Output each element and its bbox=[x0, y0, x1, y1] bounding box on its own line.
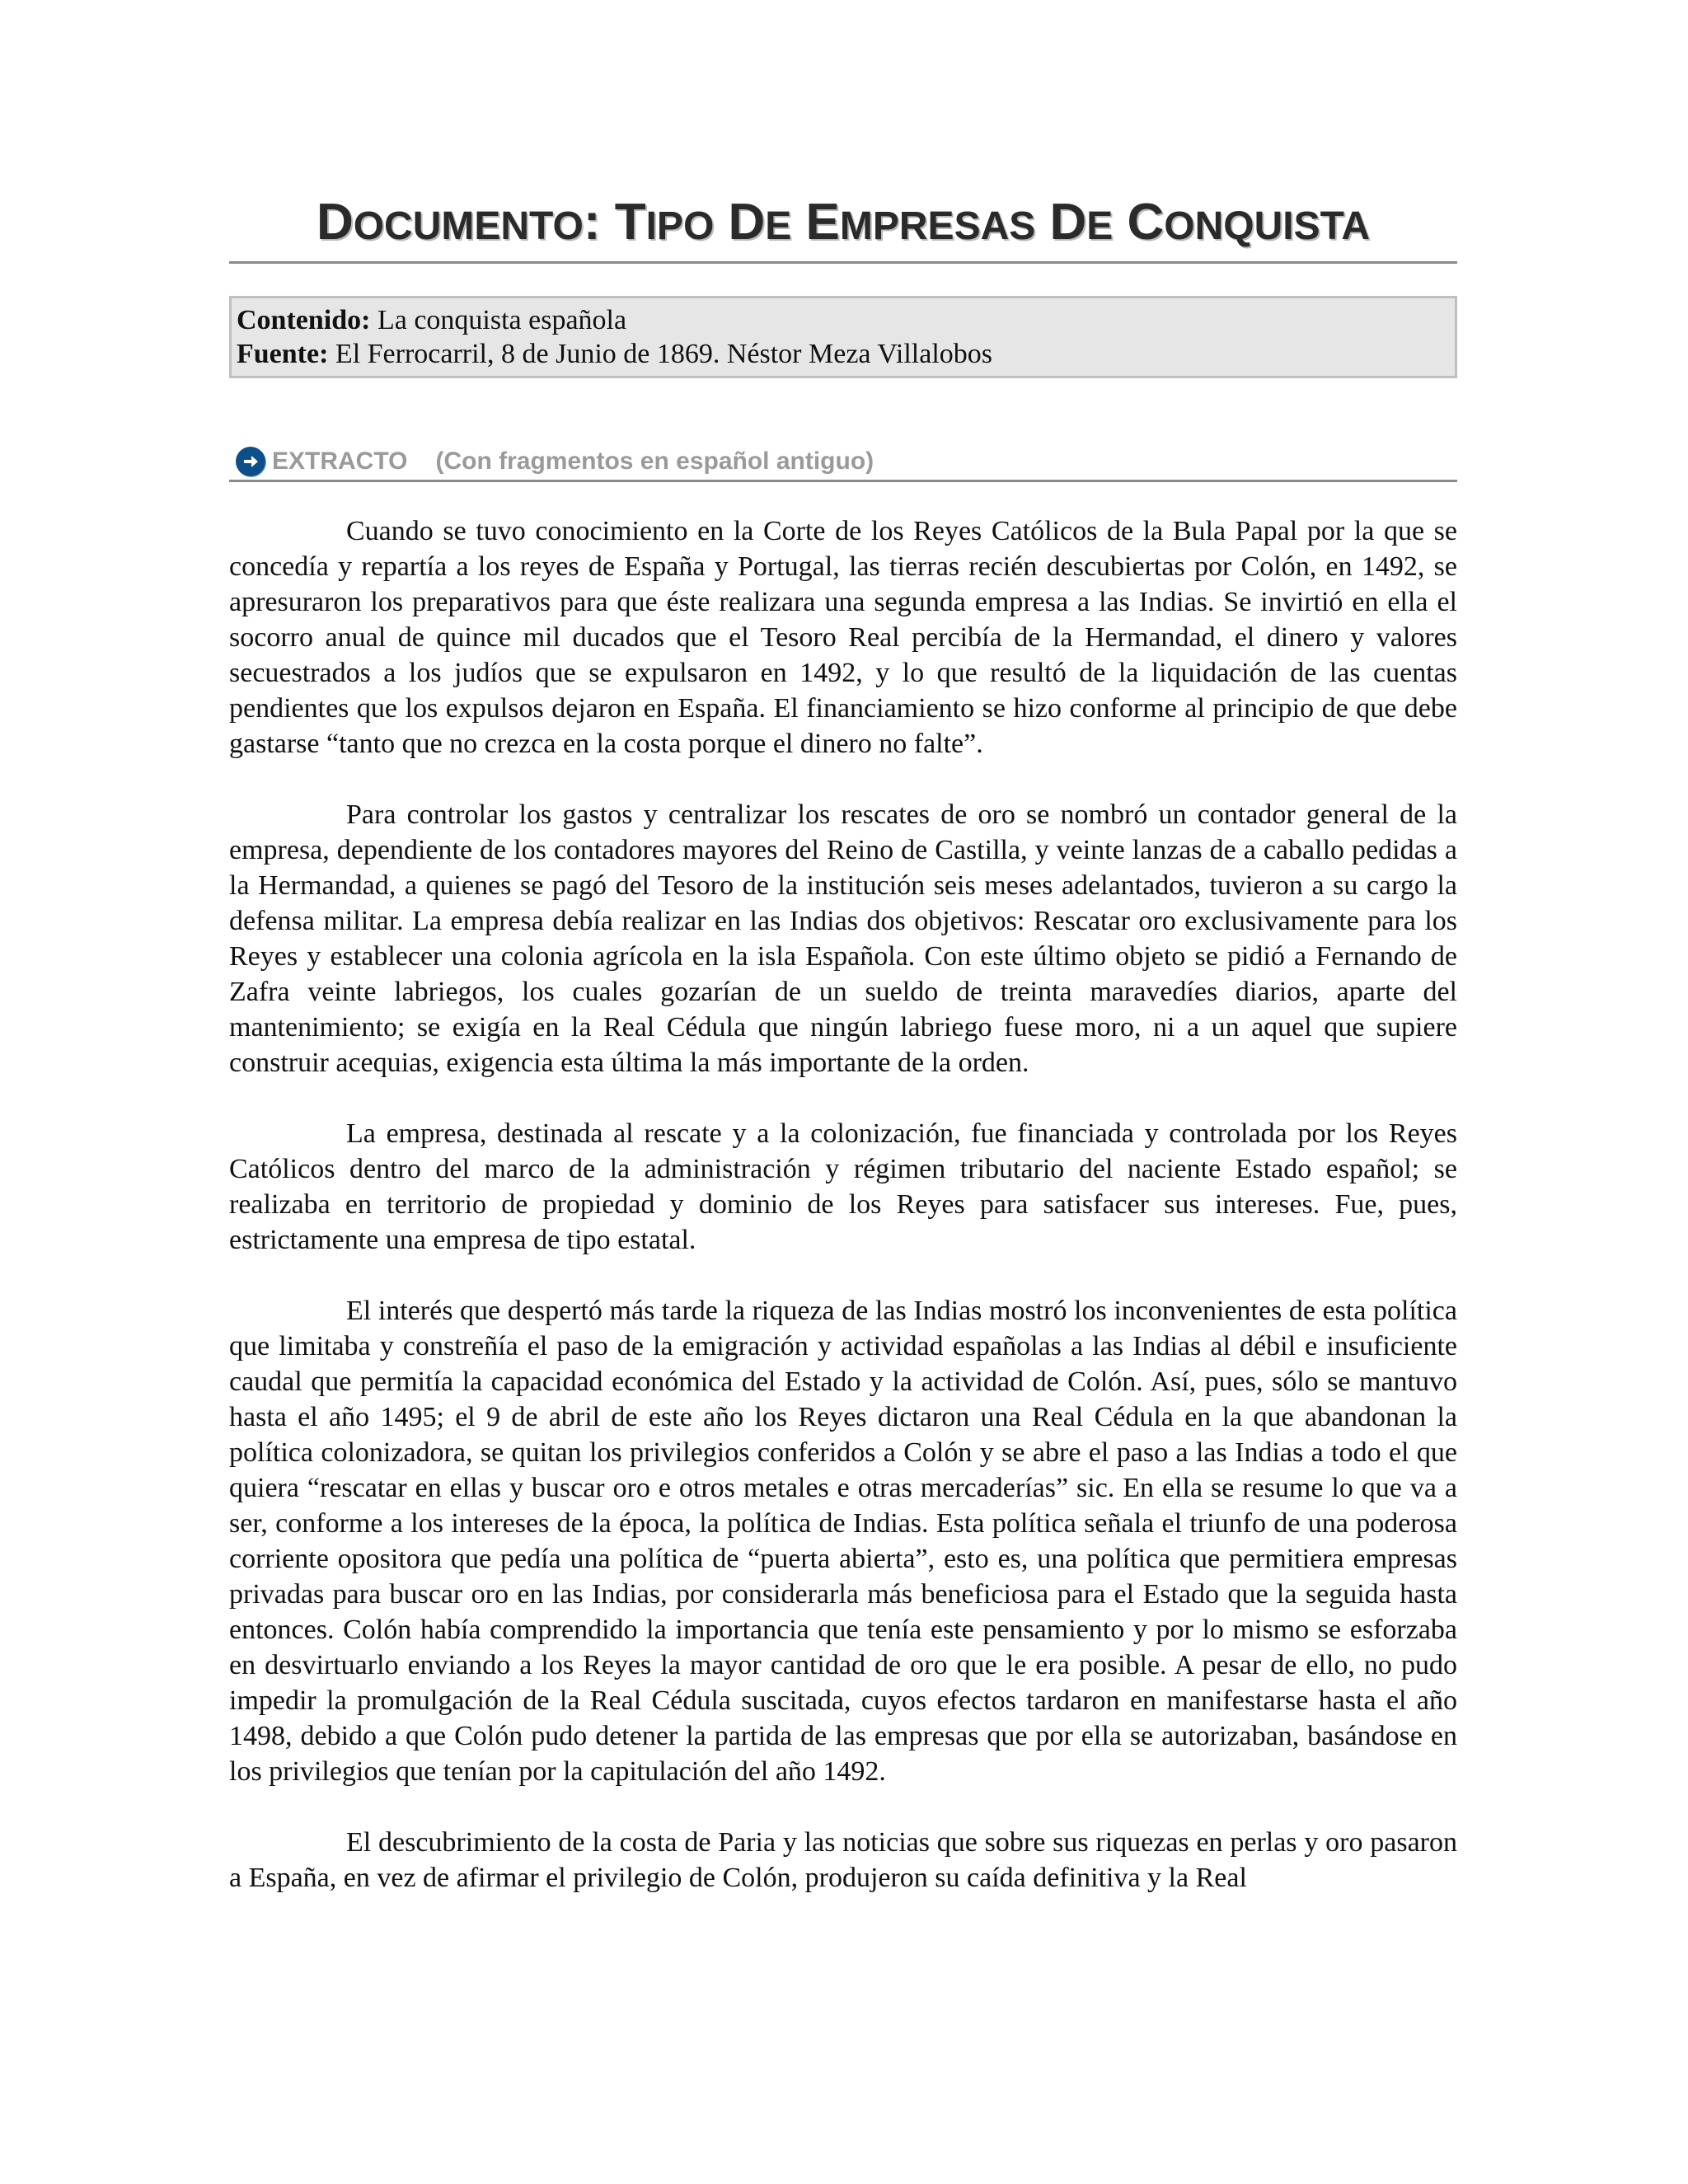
title-part-cap: E bbox=[791, 194, 840, 251]
extract-sublabel: (Con fragmentos en español antiguo) bbox=[435, 448, 874, 475]
arrow-right-circle-icon bbox=[236, 447, 265, 476]
fuente-row bbox=[237, 337, 1448, 371]
contenido-row bbox=[237, 303, 1448, 337]
document-title bbox=[229, 190, 1457, 260]
body-paragraph: Para controlar los gastos y centralizar los rescates de oro se nombró un contador general de la empresa, dependiente de los contadores mayores del Reino de Castilla, y veinte lanzas de a caballo pedidas a la Hermandad, a quienes se pagó del Tesoro de la institución seis meses adelantados, tuvieron a su cargo la defensa militar. La empresa debía realizar en las Indias dos objetivos: Rescatar oro exclusivamente para los Reyes y establecer una colonia agrícola en la isla Española. Con este último objeto se pidió a Fernando de Zafra veinte labriegos, los cuales gozarían de un sueldo de treinta maravedíes diarios, aparte del mantenimiento; se exigía en la Real Cédula que ningún labriego fuese moro, ni a un aquel que supiere construir acequias, exigencia esta última la más importante de la orden. bbox=[229, 799, 1457, 1078]
title-part-cap: : T bbox=[583, 194, 646, 251]
body-paragraph: La empresa, destinada al rescate y a la colonización, fue financiada y controlada por los Reyes Católicos dentro del marco de la administración y régimen tributario del naciente Estado español; se realizaba en territorio de propiedad y dominio de los Reyes para satisfacer sus intereses. Fue, pues, estrictamente una empresa de tipo estatal. bbox=[229, 1118, 1457, 1255]
metadata-box bbox=[229, 296, 1457, 378]
title-part-rest: ONQUISTA bbox=[1164, 204, 1371, 248]
body-paragraph: El interés que despertó más tarde la riqueza de las Indias mostró los inconvenientes de esta política que limitaba y constreñía el paso de la emigración y actividad españolas a las Indias al débil e insuficiente caudal que permitía la capacidad económica del Estado y la actividad de Colón. Así, pues, sólo se mantuvo hasta el año 1495; el 9 de abril de este año los Reyes dictaron una Real Cédula en la que abandonan la política colonizadora, se quitan los privilegios conferidos a Colón y se abre el paso a las Indias a todo el que quiera “rescatar en ellas y buscar oro e otros metales e otras mercaderías” sic. En ella se resume lo que va a ser, conforme a los intereses de la época, la política de Indias. Esta política señala el triunfo de una poderosa corriente opositora que pedía una política de “puerta abierta”, esto es, una política que permitiera empresas privadas para buscar oro en las Indias, por considerarla más beneficiosa para el Estado que la seguida hasta entonces. Colón había comprendido la importancia que tenía este pensamiento y por lo mismo se esforzaba en desvirtuarlo enviando a los Reyes la mayor cantidad de oro que le era posible. A pesar de ello, no pudo impedir la promulgación de la Real Cédula suscitada, cuyos efectos tardaron en manifestarse hasta el año 1498, debido a que Colón pudo detener la partida de las empresas que por ella se autorizaban, basándose en los privilegios que tenían por la capitulación del año 1492. bbox=[229, 1296, 1457, 1787]
title-part-cap: C bbox=[1113, 194, 1165, 251]
contenido-label: Contenido: bbox=[237, 305, 371, 335]
extract-divider bbox=[229, 480, 1457, 482]
document-page bbox=[229, 190, 1457, 1931]
body-paragraph: Cuando se tuvo conocimiento en la Corte de los Reyes Católicos de la Bula Papal por la que se concedía y repartía a los reyes de España y Portugal, las tierras recién descubiertas por Colón, en 1492, se apresuraron los preparativos para que éste realizara una segunda empresa a las Indias. Se invirtió en ella el socorro anual de quince mil ducados que el Tesoro Real percibía de la Hermandad, el dinero y valores secuestrados a los judíos que se expulsaron en 1492, y lo que resultó de la liquidación de las cuentas pendientes que los expulsos dejaron en España. El financiamiento se hizo conforme al principio de que debe gastarse “tanto que no crezca en la costa porque el dinero no falte”. bbox=[229, 516, 1457, 759]
title-divider bbox=[229, 261, 1457, 264]
title-part-cap: D bbox=[316, 194, 354, 251]
fuente-value: El Ferrocarril, 8 de Junio de 1869. Néstor Meza Villalobos bbox=[335, 339, 993, 369]
title-part-rest: IPO bbox=[645, 204, 715, 248]
contenido-value: La conquista española bbox=[377, 305, 627, 335]
title-part-rest: E bbox=[1086, 204, 1114, 248]
title-part-rest: MPRESAS bbox=[839, 204, 1036, 248]
body-paragraph: El descubrimiento de la costa de Paria y las noticias que sobre sus riquezas en perlas y oro pasaron a España, en vez de afirmar el privilegio de Colón, produjeron su caída definitiva y la Real bbox=[229, 1827, 1457, 1893]
fuente-label: Fuente: bbox=[237, 339, 329, 369]
title-part-rest: OCUMENTO bbox=[353, 204, 584, 248]
title-part-cap: D bbox=[1035, 194, 1087, 251]
extract-label: EXTRACTO bbox=[272, 448, 408, 475]
extract-header bbox=[229, 443, 1457, 480]
document-body bbox=[229, 513, 1457, 1896]
title-part-cap: D bbox=[714, 194, 766, 251]
title-part-rest: E bbox=[765, 204, 792, 248]
